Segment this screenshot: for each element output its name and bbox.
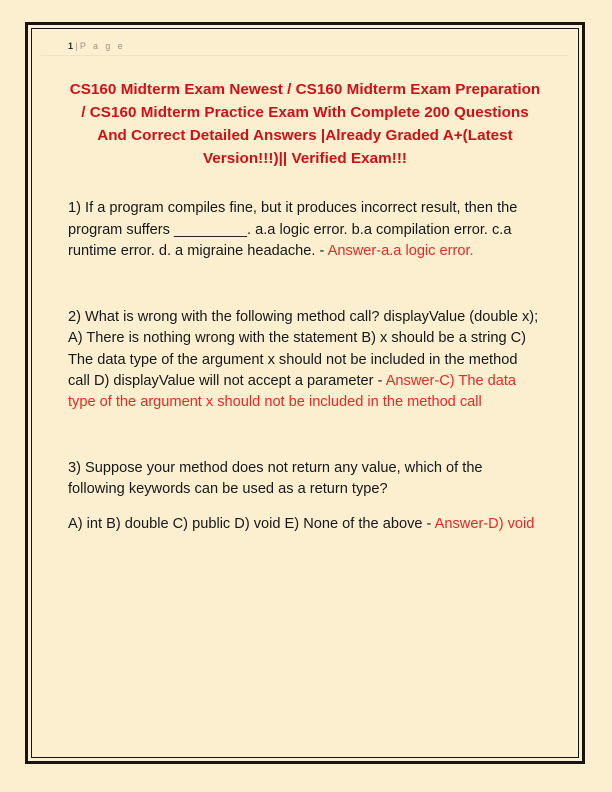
question-text: 2) What is wrong with the following method call? displayValue (double x); A) There is nothing wrong with the statement B) x should be a string C) The data type of the argument x should not be included in the method call D) displayValue will not accept a parameter -	[68, 308, 539, 389]
question-paragraph	[68, 514, 542, 535]
question-paragraph	[68, 458, 542, 501]
question-item	[68, 307, 542, 414]
running-header	[33, 36, 577, 56]
header-divider-rule	[41, 55, 569, 56]
question-text: 1) If a program compiles fine, but it produces incorrect result, then the program suffers _________. a.a logic error. b.a compilation error. c.a runtime error. d. a migraine headache. -	[68, 200, 518, 260]
page-content	[33, 30, 577, 756]
answer-text: Answer-C) The data type of the argument x should not be included in the method call	[68, 373, 517, 411]
question-item	[68, 198, 542, 262]
question-list	[68, 198, 542, 535]
document-title: CS160 Midterm Exam Newest / CS160 Midterm Exam Preparation / CS160 Midterm Practice Exam With Complete 200 Questions And Correct Detailed Answers |Already Graded A+(Latest Version!!!)|| Verified Exam!!!	[69, 81, 541, 168]
header-page-label: P a g e	[79, 41, 126, 51]
question-text: A) int B) double C) public D) void E) None of the above -	[68, 515, 435, 532]
question-paragraph	[68, 307, 542, 414]
question-paragraph	[68, 198, 542, 262]
question-item	[68, 458, 542, 535]
question-text: 3) Suppose your method does not return any value, which of the following keywords can be used as a return type?	[68, 459, 483, 498]
answer-text: Answer-D) void	[434, 515, 535, 532]
answer-text: Answer-a.a logic error.	[327, 243, 474, 260]
header-page-number: 1	[68, 41, 74, 51]
header-separator: |	[75, 41, 78, 51]
